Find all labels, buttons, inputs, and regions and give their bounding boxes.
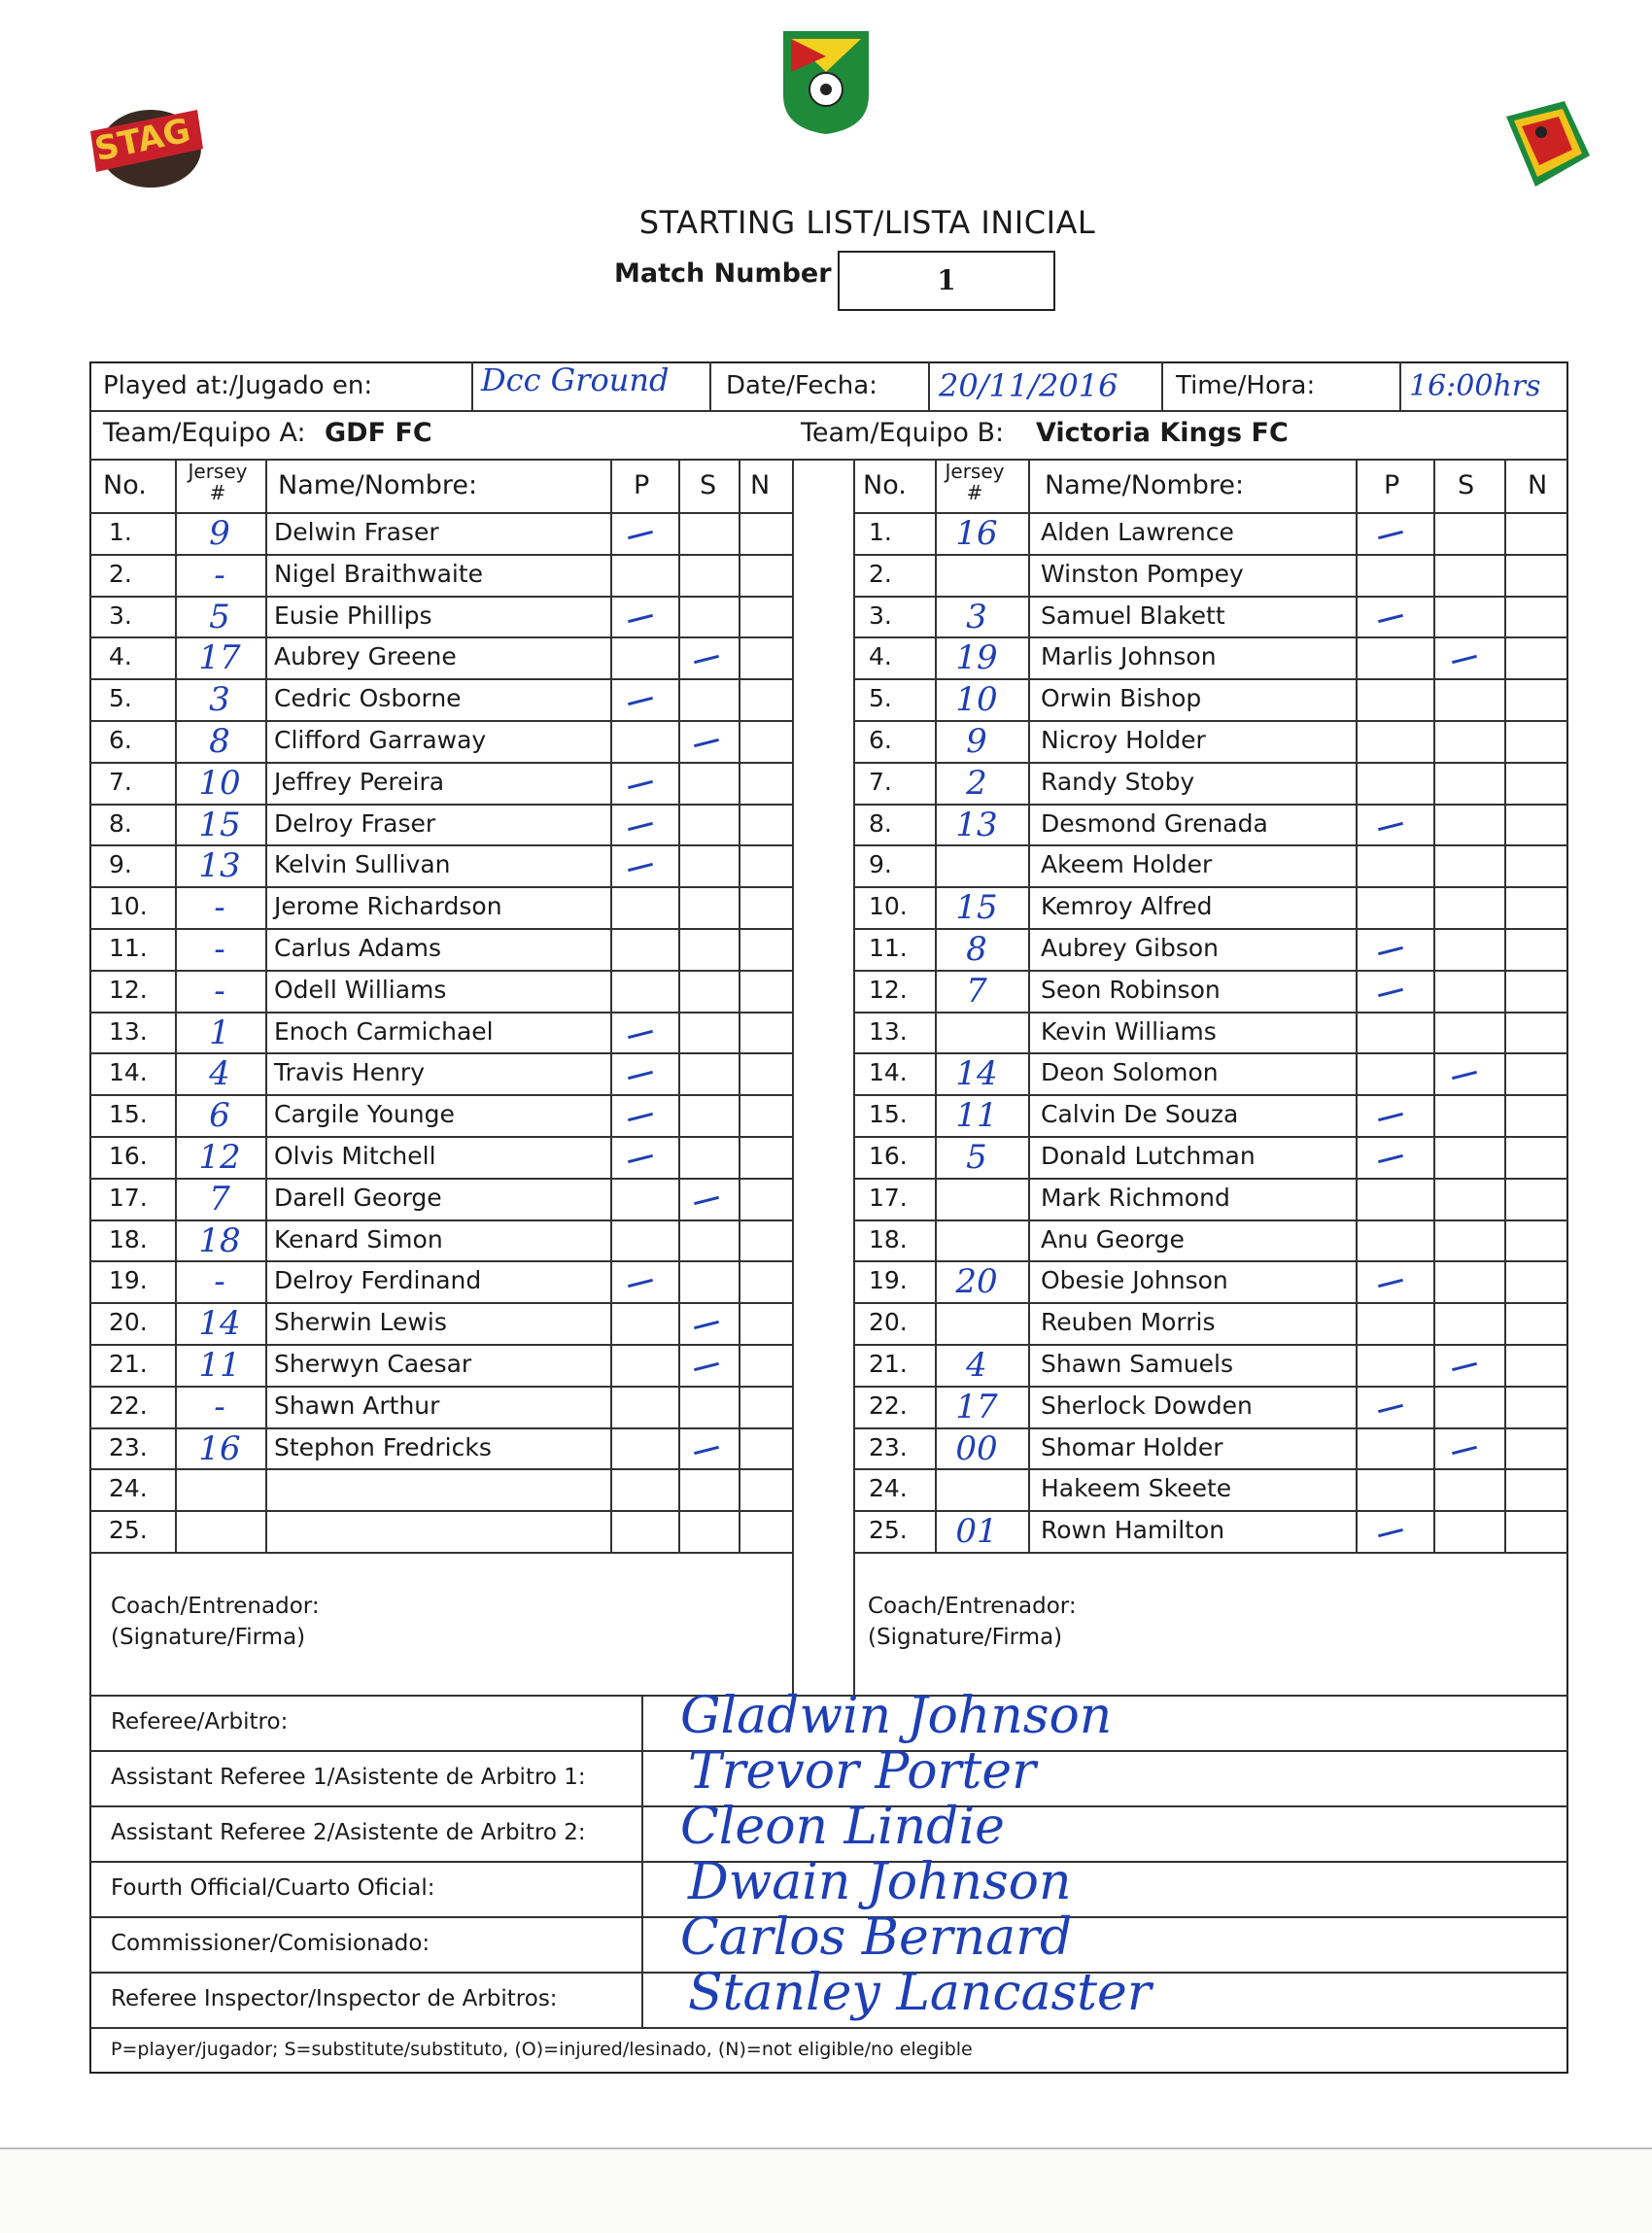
row-number: 8. bbox=[869, 808, 892, 838]
jersey-number: 13 bbox=[955, 805, 998, 844]
official-signature: Dwain Johnson bbox=[688, 1853, 1072, 1911]
player-name: Anu George bbox=[1041, 1224, 1185, 1254]
jersey-number: - bbox=[214, 971, 225, 1011]
player-name: Alden Lawrence bbox=[1041, 518, 1234, 546]
jersey-number: - bbox=[214, 1262, 225, 1302]
team-b-label: Team/Equipo B: bbox=[801, 418, 1005, 448]
jersey-number: 2 bbox=[966, 763, 987, 803]
jersey-number: 10 bbox=[955, 680, 998, 720]
col-jersey-header: Jersey # bbox=[188, 460, 248, 504]
jersey-number: 11 bbox=[198, 1346, 241, 1385]
jersey-number: 11 bbox=[955, 1096, 998, 1136]
match-number-box: 1 bbox=[838, 251, 1055, 311]
col-jersey-header: Jersey # bbox=[945, 460, 1005, 504]
official-label: Fourth Official/Cuarto Oficial: bbox=[111, 1875, 435, 1901]
jersey-number: 3 bbox=[209, 680, 230, 720]
col-s-header: S bbox=[700, 470, 717, 500]
row-number: 7. bbox=[869, 767, 892, 796]
row-number: 25. bbox=[869, 1516, 908, 1545]
row-number: 12. bbox=[869, 975, 908, 1004]
player-name: Shomar Holder bbox=[1041, 1432, 1223, 1461]
gff-logo bbox=[777, 27, 875, 136]
player-name: Reuben Morris bbox=[1041, 1308, 1216, 1337]
row-number: 15. bbox=[109, 1100, 148, 1129]
player-name: Jeffrey Pereira bbox=[274, 767, 445, 796]
player-name: Obesie Johnson bbox=[1041, 1266, 1228, 1295]
player-name: Aubrey Greene bbox=[274, 642, 457, 671]
official-label: Assistant Referee 2/Asistente de Arbitro 2: bbox=[111, 1820, 586, 1845]
player-name: Donald Lutchman bbox=[1041, 1142, 1256, 1170]
date-label: Date/Fecha: bbox=[726, 371, 878, 400]
row-number: 21. bbox=[109, 1350, 148, 1378]
player-name: Desmond Grenada bbox=[1041, 808, 1268, 838]
player-name: Carlus Adams bbox=[274, 934, 442, 962]
jersey-number: - bbox=[214, 1387, 225, 1426]
col-no-header: No. bbox=[863, 470, 907, 500]
player-name: Delroy Fraser bbox=[274, 808, 436, 838]
player-name: Enoch Carmichael bbox=[274, 1016, 494, 1046]
player-name: Orwin Bishop bbox=[1041, 684, 1202, 713]
jersey-number: 9 bbox=[966, 722, 987, 761]
jersey-number: 00 bbox=[955, 1428, 998, 1468]
row-number: 7. bbox=[109, 767, 132, 796]
col-name-header: Name/Nombre: bbox=[278, 470, 478, 500]
jersey-number: 1 bbox=[209, 1013, 230, 1052]
jersey-number: 18 bbox=[198, 1220, 241, 1260]
row-number: 15. bbox=[869, 1100, 908, 1129]
row-number: 9. bbox=[869, 850, 892, 879]
player-name: Randy Stoby bbox=[1041, 767, 1195, 796]
row-number: 20. bbox=[869, 1308, 908, 1337]
col-s-header: S bbox=[1458, 470, 1475, 500]
jersey-number: - bbox=[214, 555, 225, 595]
row-number: 1. bbox=[109, 518, 132, 546]
jersey-number: 7 bbox=[209, 1179, 230, 1219]
player-name: Delroy Ferdinand bbox=[274, 1266, 482, 1295]
row-number: 1. bbox=[869, 518, 892, 546]
jersey-number: 14 bbox=[955, 1054, 998, 1094]
row-number: 24. bbox=[869, 1474, 908, 1503]
player-name: Winston Pompey bbox=[1041, 559, 1244, 588]
jersey-number: 5 bbox=[966, 1138, 987, 1177]
jersey-number: 15 bbox=[955, 888, 998, 928]
row-number: 11. bbox=[869, 934, 908, 962]
row-number: 17. bbox=[109, 1183, 148, 1212]
player-name: Rown Hamilton bbox=[1041, 1516, 1225, 1545]
player-name: Kemroy Alfred bbox=[1041, 892, 1213, 921]
row-number: 25. bbox=[109, 1516, 148, 1545]
jersey-number: 01 bbox=[955, 1512, 998, 1552]
player-name: Seon Robinson bbox=[1041, 975, 1221, 1004]
row-number: 8. bbox=[109, 808, 132, 838]
jersey-number: 4 bbox=[966, 1346, 987, 1385]
row-number: 9. bbox=[109, 850, 132, 879]
player-name: Eusie Phillips bbox=[274, 601, 432, 630]
row-number: 23. bbox=[109, 1432, 148, 1461]
player-name: Jerome Richardson bbox=[274, 892, 502, 921]
jersey-number: 5 bbox=[209, 597, 230, 636]
row-number: 5. bbox=[869, 684, 892, 713]
jersey-number: 12 bbox=[198, 1138, 241, 1177]
row-number: 12. bbox=[109, 975, 148, 1004]
official-signature: Stanley Lancaster bbox=[688, 1964, 1152, 2022]
team-a-name: GDF FC bbox=[325, 418, 432, 448]
row-number: 23. bbox=[869, 1432, 908, 1461]
page-title: STARTING LIST/LISTA INICIAL bbox=[638, 204, 1096, 241]
player-name: Kenard Simon bbox=[274, 1224, 443, 1254]
official-signature: Gladwin Johnson bbox=[680, 1687, 1113, 1745]
col-p-header: P bbox=[634, 470, 650, 500]
jersey-number: 20 bbox=[955, 1262, 998, 1302]
row-number: 5. bbox=[109, 684, 132, 713]
player-name: Shawn Samuels bbox=[1041, 1350, 1234, 1378]
jersey-number: 3 bbox=[966, 597, 987, 636]
time-value: 16:00hrs bbox=[1409, 369, 1541, 403]
official-label: Referee Inspector/Inspector de Arbitros: bbox=[111, 1986, 558, 2011]
player-name: Sherlock Dowden bbox=[1041, 1391, 1253, 1420]
official-signature: Cleon Lindie bbox=[680, 1798, 1005, 1856]
row-number: 3. bbox=[869, 601, 892, 630]
official-label: Referee/Arbitro: bbox=[111, 1709, 289, 1735]
player-name: Nicroy Holder bbox=[1041, 726, 1206, 754]
row-number: 6. bbox=[869, 726, 892, 754]
played-at-value: Dcc Ground bbox=[481, 361, 670, 398]
jersey-number: 15 bbox=[198, 805, 241, 844]
jersey-number: 8 bbox=[209, 722, 230, 761]
player-row bbox=[89, 1510, 792, 1552]
svg-text:STAG: STAG bbox=[91, 111, 194, 170]
player-row bbox=[853, 1220, 1568, 1261]
jersey-number: 16 bbox=[198, 1428, 241, 1468]
col-name-header: Name/Nombre: bbox=[1045, 470, 1245, 500]
player-name: Kelvin Sullivan bbox=[274, 850, 451, 879]
player-name: Deon Solomon bbox=[1041, 1058, 1219, 1087]
row-number: 22. bbox=[869, 1391, 908, 1420]
col-n-header: N bbox=[750, 470, 771, 500]
team-a-label: Team/Equipo A: bbox=[103, 418, 306, 448]
jersey-number: 8 bbox=[966, 930, 987, 969]
col-n-header: N bbox=[1528, 470, 1548, 500]
jersey-number: - bbox=[214, 888, 225, 928]
player-row bbox=[89, 1468, 792, 1510]
row-number: 6. bbox=[109, 726, 132, 754]
row-number: 13. bbox=[869, 1016, 908, 1046]
jersey-number: 19 bbox=[955, 638, 998, 678]
jersey-number: 13 bbox=[198, 846, 241, 886]
player-name: Shawn Arthur bbox=[274, 1391, 440, 1420]
jersey-number: 16 bbox=[955, 514, 998, 553]
official-label: Commissioner/Comisionado: bbox=[111, 1931, 430, 1956]
jersey-number: - bbox=[214, 930, 225, 969]
row-number: 10. bbox=[869, 892, 908, 921]
row-number: 20. bbox=[109, 1308, 148, 1337]
row-number: 2. bbox=[869, 559, 892, 588]
stag-logo bbox=[83, 92, 209, 189]
col-no-header: No. bbox=[103, 470, 147, 500]
coach-b-label: Coach/Entrenador: bbox=[868, 1594, 1077, 1619]
row-number: 18. bbox=[109, 1224, 148, 1254]
row-number: 4. bbox=[109, 642, 132, 671]
player-name: Samuel Blakett bbox=[1041, 601, 1225, 630]
row-number: 17. bbox=[869, 1183, 908, 1212]
jersey-number: 17 bbox=[198, 638, 241, 678]
coach-b-signature-label: (Signature/Firma) bbox=[868, 1625, 1063, 1650]
player-name: Travis Henry bbox=[274, 1058, 426, 1087]
jersey-number: 6 bbox=[209, 1096, 230, 1136]
official-label: Assistant Referee 1/Asistente de Arbitro 1: bbox=[111, 1765, 586, 1790]
player-name: Nigel Braithwaite bbox=[274, 559, 484, 588]
row-number: 18. bbox=[869, 1224, 908, 1254]
row-number: 14. bbox=[869, 1058, 908, 1087]
row-number: 22. bbox=[109, 1391, 148, 1420]
row-number: 24. bbox=[109, 1474, 148, 1503]
player-name: Cedric Osborne bbox=[274, 684, 462, 713]
row-number: 10. bbox=[109, 892, 148, 921]
elite-league-logo bbox=[1497, 97, 1594, 190]
player-name: Stephon Fredricks bbox=[274, 1432, 492, 1461]
player-name: Olvis Mitchell bbox=[274, 1142, 436, 1170]
player-name: Sherwyn Caesar bbox=[274, 1350, 472, 1378]
played-at-label: Played at:/Jugado en: bbox=[103, 371, 373, 400]
match-number-label: Match Number bbox=[614, 258, 832, 289]
player-name: Marlis Johnson bbox=[1041, 642, 1217, 671]
jersey-number: 4 bbox=[209, 1054, 230, 1094]
row-number: 19. bbox=[869, 1266, 908, 1295]
team-b-name: Victoria Kings FC bbox=[1036, 418, 1289, 448]
row-number: 2. bbox=[109, 559, 132, 588]
row-number: 4. bbox=[869, 642, 892, 671]
player-name: Sherwin Lewis bbox=[274, 1308, 447, 1337]
player-name: Clifford Garraway bbox=[274, 726, 487, 754]
player-name: Darell George bbox=[274, 1183, 442, 1212]
row-number: 19. bbox=[109, 1266, 148, 1295]
player-name: Delwin Fraser bbox=[274, 518, 439, 546]
player-name: Mark Richmond bbox=[1041, 1183, 1230, 1212]
player-name: Kevin Williams bbox=[1041, 1016, 1217, 1046]
jersey-number: 10 bbox=[198, 763, 241, 803]
player-name: Cargile Younge bbox=[274, 1100, 455, 1129]
jersey-number: 17 bbox=[955, 1387, 998, 1426]
row-number: 11. bbox=[109, 934, 148, 962]
official-signature: Trevor Porter bbox=[688, 1742, 1036, 1801]
coach-a-label: Coach/Entrenador: bbox=[111, 1594, 320, 1619]
official-signature: Carlos Bernard bbox=[680, 1908, 1073, 1967]
legend-text: P=player/jugador; S=substitute/substituto, (O)=injured/lesinado, (N)=not eligible/no elegible bbox=[111, 2039, 973, 2060]
jersey-number: 14 bbox=[198, 1304, 241, 1344]
row-number: 21. bbox=[869, 1350, 908, 1378]
player-name: Akeem Holder bbox=[1041, 850, 1213, 879]
jersey-number: 9 bbox=[209, 514, 230, 553]
col-p-header: P bbox=[1384, 470, 1400, 500]
row-number: 3. bbox=[109, 601, 132, 630]
coach-a-signature-label: (Signature/Firma) bbox=[111, 1625, 306, 1650]
row-number: 14. bbox=[109, 1058, 148, 1087]
row-number: 13. bbox=[109, 1016, 148, 1046]
player-name: Hakeem Skeete bbox=[1041, 1474, 1232, 1503]
player-name: Aubrey Gibson bbox=[1041, 934, 1220, 962]
jersey-number: 7 bbox=[966, 971, 987, 1011]
row-number: 16. bbox=[869, 1142, 908, 1170]
time-label: Time/Hora: bbox=[1176, 371, 1316, 400]
date-value: 20/11/2016 bbox=[939, 367, 1119, 404]
player-name: Calvin De Souza bbox=[1041, 1100, 1239, 1129]
player-name: Odell Williams bbox=[274, 975, 447, 1004]
row-number: 16. bbox=[109, 1142, 148, 1170]
